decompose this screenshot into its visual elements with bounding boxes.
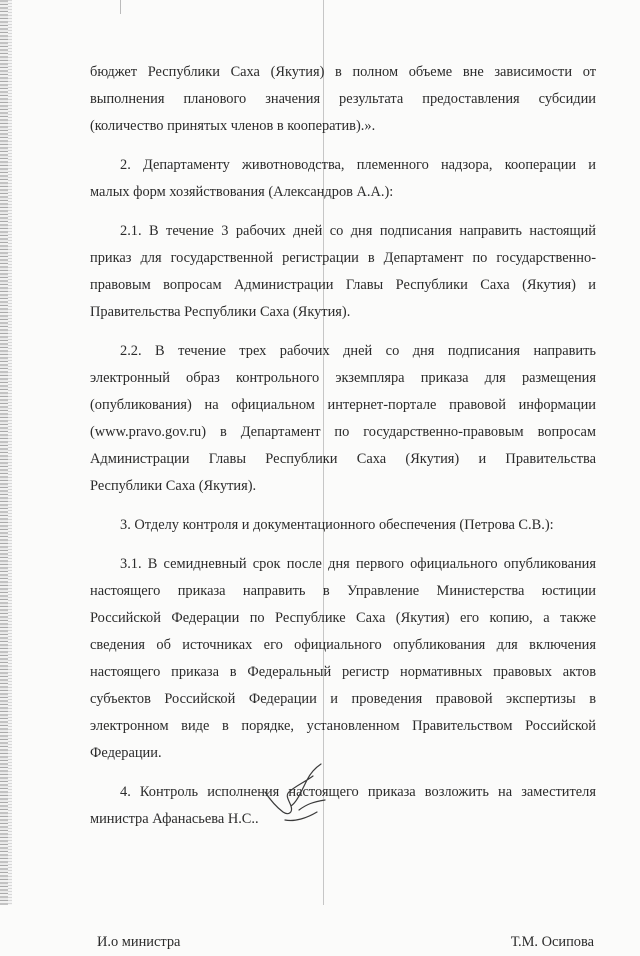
text-line: 3.1. В семидневный срок после дня первого официального опубликования xyxy=(120,556,596,572)
text-line: 3. Отделу контроля и документационного обеспечения (Петрова С.В.): xyxy=(120,517,554,533)
handwritten-signature xyxy=(255,762,355,832)
text-line: 2. Департаменту животноводства, племенного надзора, кооперации и xyxy=(120,157,596,173)
text-line: малых форм хозяйствования (Александров А.А.): xyxy=(90,184,394,200)
text-line: Российской Федерации по Республике Саха (Якутия) его копию, а также xyxy=(90,610,596,626)
signer-position: И.о министра xyxy=(97,934,181,950)
text-line: бюджет Республики Саха (Якутия) в полном объеме вне зависимости от xyxy=(90,64,596,80)
text-line: электронный образ контрольного экземпляра приказа для размещения xyxy=(90,370,596,386)
signature-block xyxy=(90,929,596,956)
signer-name: Т.М. Осипова xyxy=(510,934,594,950)
text-line: субъектов Российской Федерации и проведения правовой экспертизы в xyxy=(90,691,596,707)
scan-edge-noise xyxy=(8,0,12,905)
text-line: настоящего приказа в Федеральный регистр нормативных правовых актов xyxy=(90,664,596,680)
text-line: Федерации. xyxy=(90,745,162,761)
text-line: настоящего приказа направить в Управление Министерства юстиции xyxy=(90,583,596,599)
scan-edge-shadow xyxy=(0,0,8,905)
text-line: 4. Контроль исполнения настоящего приказа возложить на заместителя xyxy=(120,784,596,800)
text-line: сведения об источниках его официального опубликования для включения xyxy=(90,637,596,653)
text-line: Республики Саха (Якутия). xyxy=(90,478,257,494)
text-line: выполнения планового значения результата предоставления субсидии xyxy=(90,91,596,107)
text-line: 2.1. В течение 3 рабочих дней со дня подписания направить настоящий xyxy=(120,223,596,239)
text-line: Правительства Республики Саха (Якутия). xyxy=(90,304,351,320)
text-line: (количество принятых членов в кооператив).». xyxy=(90,118,376,134)
text-line: 2.2. В течение трех рабочих дней со дня подписания направить xyxy=(120,343,596,359)
scan-mark xyxy=(120,0,121,14)
text-line: (www.pravo.gov.ru) в Департамент по государственно-правовым вопросам xyxy=(90,424,596,440)
text-line: Администрации Главы Республики Саха (Якутия) и Правительства xyxy=(90,451,596,467)
text-line: электронном виде в порядке, установленном Правительством Российской xyxy=(90,718,596,734)
text-line: министра Афанасьева Н.С.. xyxy=(90,811,259,827)
text-line: правовым вопросам Администрации Главы Республики Саха (Якутия) и xyxy=(90,277,596,293)
text-line: приказ для государственной регистрации в Департамент по государственно- xyxy=(90,250,596,266)
text-line: (опубликования) на официальном интернет-портале правовой информации xyxy=(90,397,596,413)
